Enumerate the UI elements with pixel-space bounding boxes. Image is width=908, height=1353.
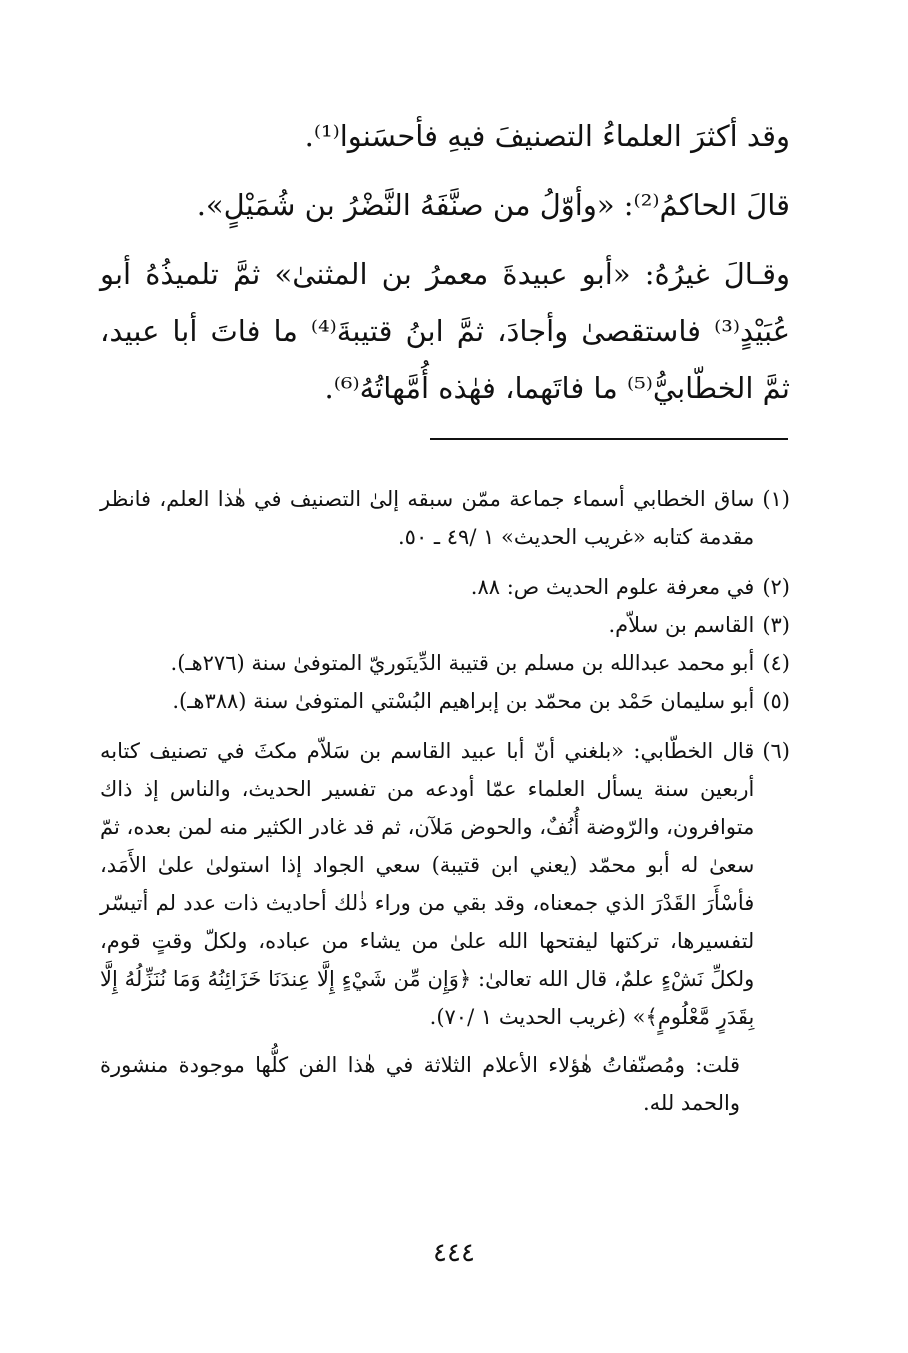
closing-note-text: قلت: ومُصنّفاتُ هٰؤلاء الأعلام الثلاثة في هٰذا الفن كلُّها موجودة منشورة والحمد لله. xyxy=(100,1053,740,1115)
footnote-2 xyxy=(100,568,790,606)
footnote-divider xyxy=(430,438,788,440)
closing-note xyxy=(100,1046,790,1122)
footnote-number: (٢) xyxy=(762,575,790,599)
footnote-text: ساق الخطابي أسماء جماعة ممّن سبقه إلىٰ التصنيف في هٰذا العلم، فانظر مقدمة كتابه «غريب الحديث» ١ /٤٩ ـ ٥٠. xyxy=(100,487,755,549)
main-paragraph-2: قالَ الحاكمُ⁽²⁾: «وأوّلُ من صنَّفَهُ النَّضْرُ بن شُمَيْلٍ». xyxy=(196,188,790,222)
footnote-5 xyxy=(100,682,790,720)
footnote-1 xyxy=(100,480,790,556)
footnote-4 xyxy=(100,644,790,682)
footnote-3 xyxy=(100,606,790,644)
footnote-text: في معرفة علوم الحديث ص: ٨٨. xyxy=(470,575,755,599)
footnote-number: (٣) xyxy=(762,613,790,637)
footnote-text: القاسم بن سلاّم. xyxy=(608,613,755,637)
footnote-text: أبو محمد عبدالله بن مسلم بن قتيبة الدِّينَوريّ المتوفىٰ سنة (٢٧٦هـ). xyxy=(170,651,755,675)
footnote-text: قال الخطّابي: «بلغني أنّ أبا عبيد القاسم بن سَلاّم مكثَ في تصنيف كتابه أربعين سنة يسأل العلماء عمّا أودعه من تفسير الحديث، والناس إذ ذاك متوافرون، والرّوضة أُنُفٌ، والحوض مَلآن، ثم قد غادر الكثير منه لمن بعده، ثمّ سعىٰ له أبو محمّد (يعني ابن قتيبة) سعي الجواد إذا استولىٰ علىٰ الأَمَد، فأسْأَرَ القَدْرَ الذي جمعناه، وقد بقي من وراء ذٰلك أحاديث ذات عدد لم أتيسّر لتفسيرها، تركتها ليفتحها الله علىٰ من يشاء من عباده، ولكلّ وقتٍ قوم، ولكلِّ نَشْءٍ علمٌ، قال الله تعالىٰ: ﴿وَإِن مِّن شَيْءٍ إِلَّا عِندَنَا خَزَائِنُهُ وَمَا نُنَزِّلُهُ إِلَّا بِقَدَرٍ مَّعْلُومٍ﴾» (غريب الحديث ١ /٧٠). xyxy=(100,739,755,1029)
footnote-number: (١) xyxy=(762,487,790,511)
main-text xyxy=(100,108,790,417)
page-number: ٤٤٤ xyxy=(433,1238,475,1268)
main-paragraph-3: وقـالَ غيرُهُ: «أبو عبيدةَ معمرُ بن المثنىٰ» ثمَّ تلميذُهُ أبو عُبَيْدٍ⁽³⁾ فاستقصىٰ وأجادَ، ثمَّ ابنُ قتيبةَ⁽⁴⁾ ما فاتَ أبا عبيد، ثمَّ الخطّابيُّ⁽⁵⁾ ما فاتَهما، فهٰذه أُمَّهاتُهُ⁽⁶⁾. xyxy=(100,257,790,405)
footnotes xyxy=(100,480,790,1122)
footnote-text: أبو سليمان حَمْد بن محمّد بن إبراهيم البُسْتي المتوفىٰ سنة (٣٨٨هـ). xyxy=(172,689,755,713)
footnote-6 xyxy=(100,732,790,1036)
footnote-number: (٦) xyxy=(762,739,790,763)
footnote-number: (٤) xyxy=(762,651,790,675)
footnote-number: (٥) xyxy=(762,689,790,713)
main-paragraph-1: وقد أكثرَ العلماءُ التصنيفَ فيهِ فأحسَنوا⁽¹⁾. xyxy=(304,119,790,153)
